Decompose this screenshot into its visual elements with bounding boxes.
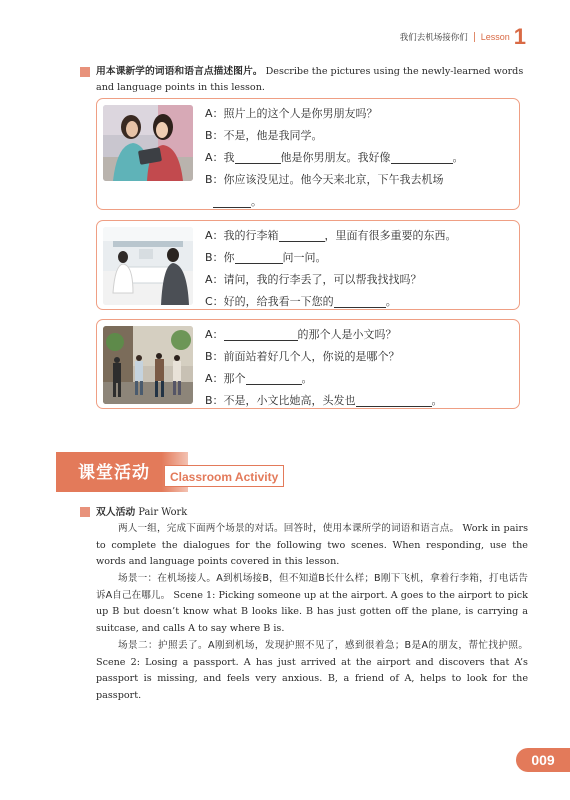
dialogue-line: A：我 他是你男朋友。我好像 。 [205,151,464,164]
activity-paragraph-3: 场景二：护照丢了。A刚到机场，发现护照不见了，感到很着急；B是A的朋友，帮忙找护照。 Scene 2: Losing a passport. A has just arrived at the airport and discovers that A’s passport is missing, and feels very anxious. B, a friend of A, helps to look for the passport. [96,640,528,701]
dialogue-line: A：照片上的这个人是你男朋友吗？ [205,107,378,120]
exercise-box-1 [96,98,520,210]
header-separator [474,32,475,42]
header-lesson-label: Lesson [480,32,510,42]
dialogue-line: A： 的那个人是小文吗？ [205,328,397,341]
square-bullet-icon [80,67,90,77]
dialogue-line: C：好的，给我看一下您的 。 [205,295,397,308]
activity-title-en: Classroom Activity [170,470,279,484]
photo-people-on-street [103,326,193,404]
dialogue-line: B：不是，他是我同学。 [205,129,323,142]
instruction-en: Describe the pictures using the newly-learned words and language points in this lesson. [96,66,524,93]
fill-blank[interactable] [391,150,453,164]
fill-blank[interactable] [235,250,283,264]
pair-work-cn: 双人活动 [96,507,136,518]
header-title: 我们去机场接你们 [399,33,468,43]
dialogue-lines-1 [205,103,513,213]
activity-title-cn: 课堂活动 [78,463,150,483]
pair-work-heading [96,504,187,518]
dialogue-line: B：你 问一问。 [205,251,327,264]
photo-airport-counter [103,227,193,305]
dialogue-line: A：我的行李箱 ，里面有很多重要的东西。 [205,229,457,242]
fill-blank[interactable] [235,150,281,164]
fill-blank[interactable] [224,327,298,341]
dialogue-line: B：你应该没见过。他今天来北京，下午我去机场 [205,173,444,186]
dialogue-line: B：不是，小文比她高，头发也 。 [205,394,443,407]
dialogue-line: A：那个 。 [205,372,313,385]
dialogue-lines-2 [205,225,513,313]
activity-paragraph-2: 场景一：在机场接人。A到机场接B，但不知道B长什么样；B刚下飞机，拿着行李箱，打电话告诉A自己在哪儿。 Scene 1: Picking someone up at the airport. A goes to the airport to pick up B but doesn’t know what B looks like. B has just gotten off the plane, is carrying a suitcase, and calls A to say where B is. [96,573,528,634]
activity-title-en-box [164,465,284,487]
activity-paragraph-1: 两人一组，完成下面两个场景的对话。回答时，使用本课所学的词语和语言点。 Work in pairs to complete the dialogues for the following two scenes. When responding, use the words and language points covered in this lesson. [96,523,529,568]
exercise-box-3 [96,319,520,409]
exercise-box-2 [96,220,520,310]
instruction-cn: 用本课新学的词语和语言点描述图片。 [96,66,263,77]
dialogue-line: 。 [205,191,513,213]
page-header [400,26,526,48]
fill-blank[interactable] [279,228,325,242]
square-bullet-icon [80,507,90,517]
fill-blank[interactable] [334,294,386,308]
fill-blank[interactable] [246,371,302,385]
dialogue-lines-3 [205,324,513,412]
dialogue-line: B：前面站着好几个人，你说的是哪个？ [205,350,400,363]
header-lesson-number: 1 [513,24,526,49]
photo-two-women-with-tablet [103,105,193,181]
page-number: 009 [516,748,570,772]
pair-work-en: Pair Work [138,507,188,518]
fill-blank[interactable] [356,393,432,407]
exercise-instruction [96,64,526,96]
dialogue-line: A：请问，我的行李丢了，可以帮我找找吗？ [205,273,422,286]
fill-blank[interactable] [213,194,251,208]
